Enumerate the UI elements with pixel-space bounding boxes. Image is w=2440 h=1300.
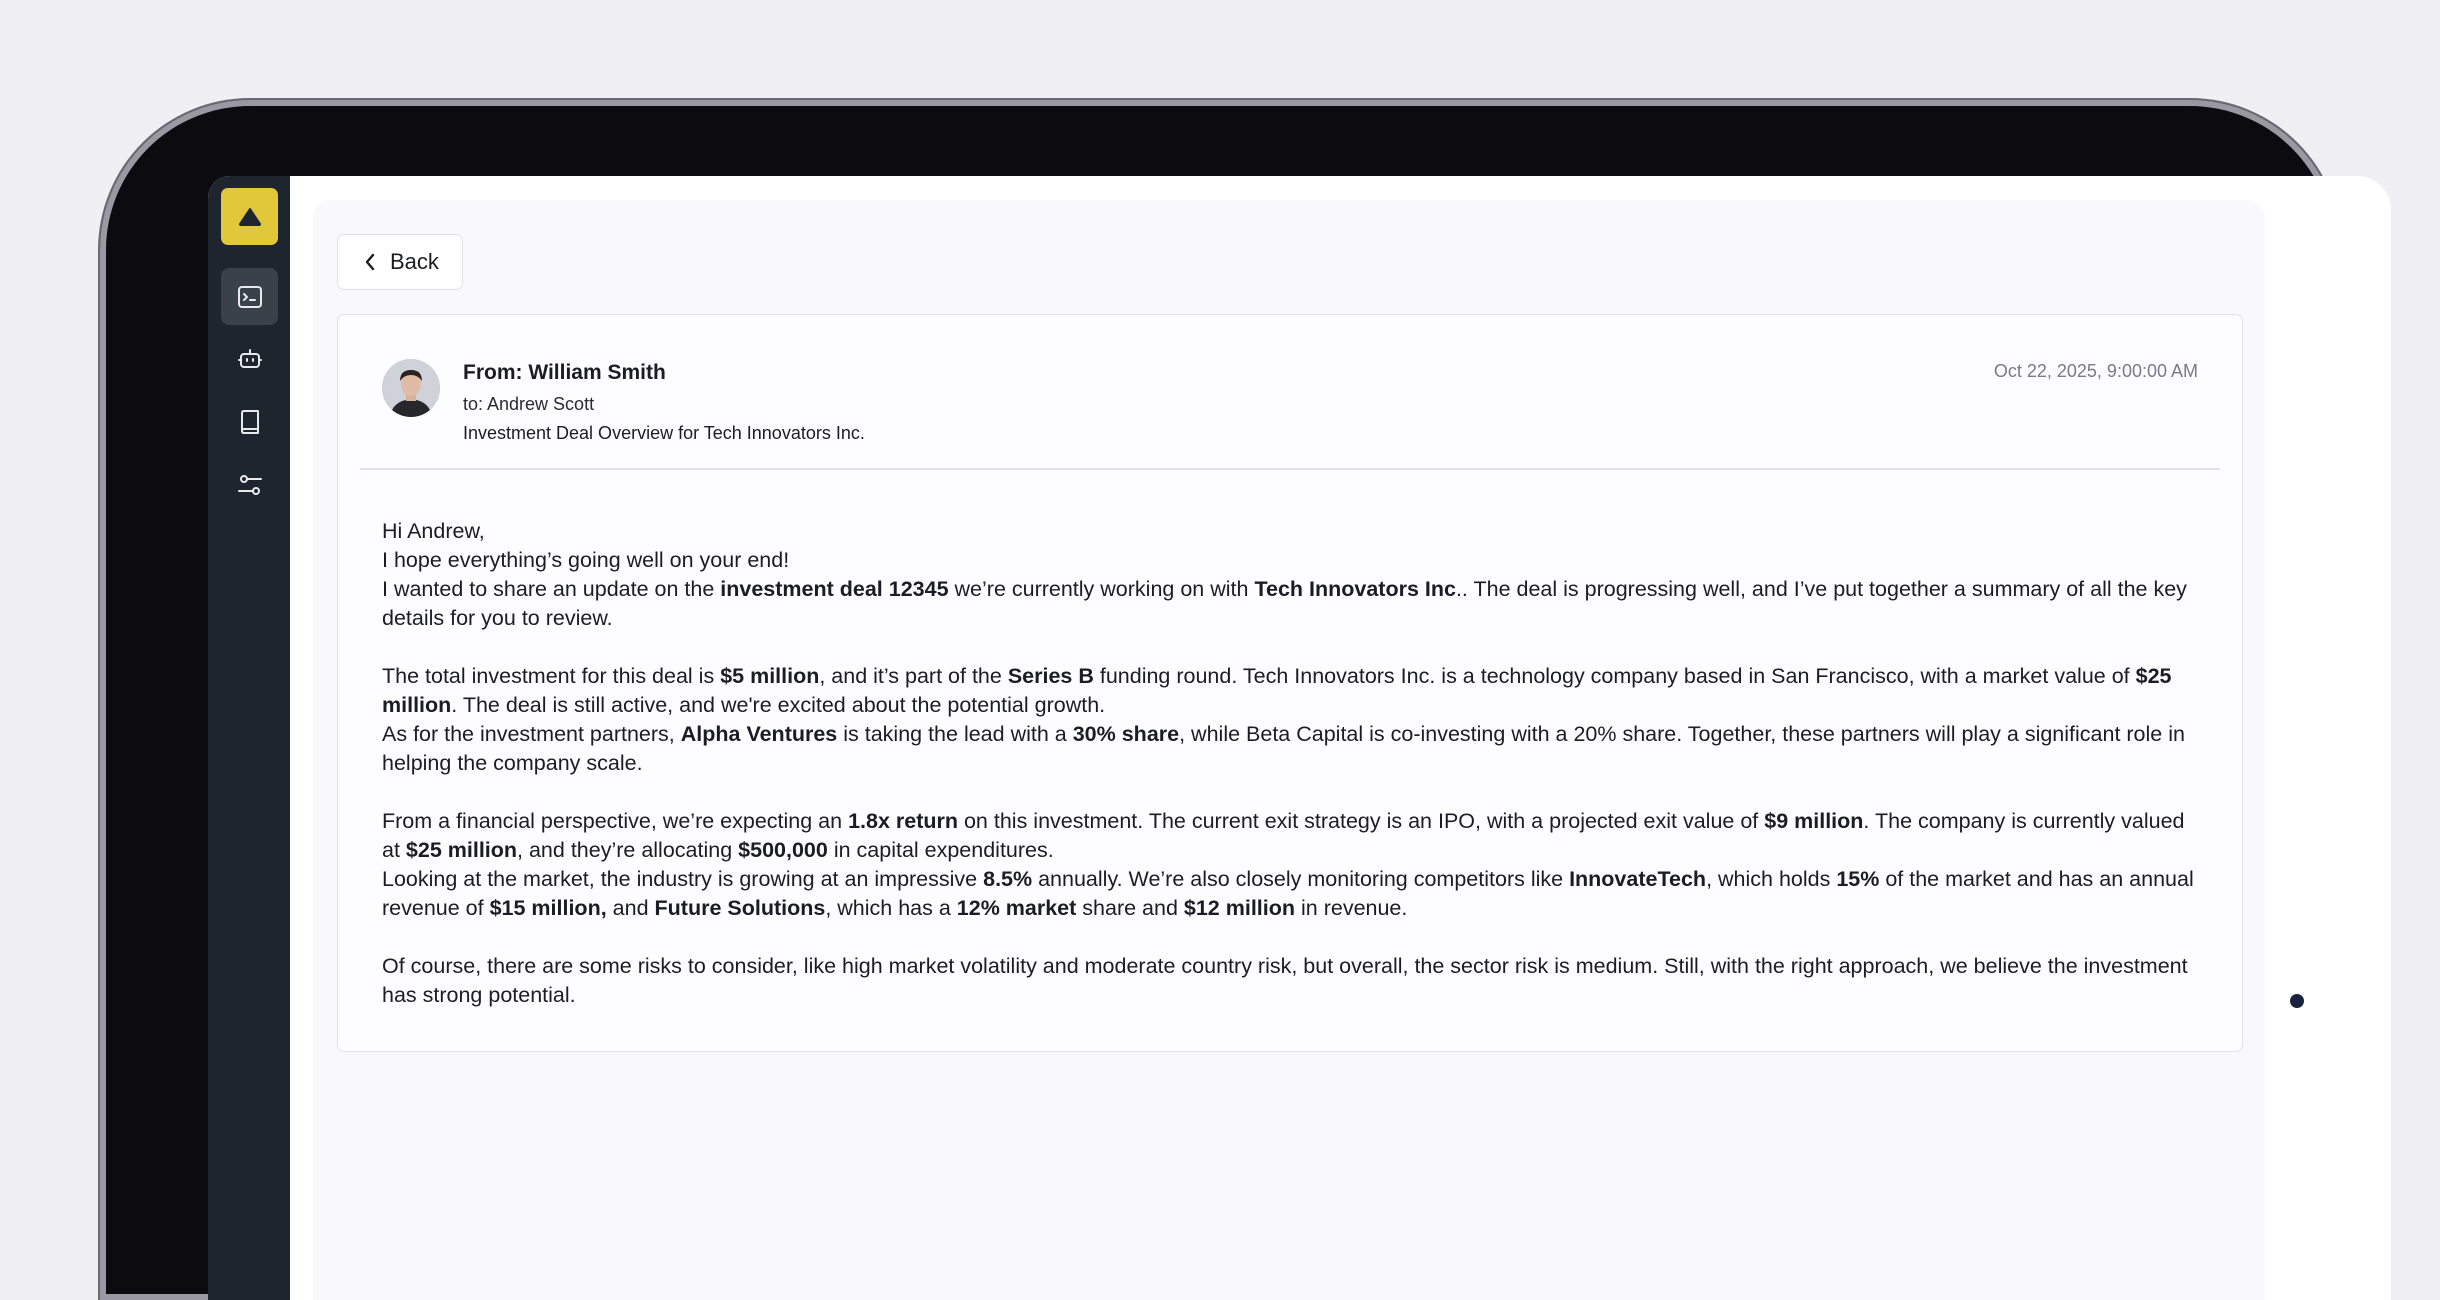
nav-bots[interactable]	[221, 330, 278, 387]
book-icon	[237, 409, 263, 435]
content-panel	[313, 200, 2265, 1300]
tablet-frame	[100, 100, 2340, 1300]
camera-dot	[2290, 994, 2304, 1008]
email-greeting: Hi Andrew,	[382, 519, 485, 543]
email-paragraph-1: I hope everything’s going well on your end!	[382, 548, 790, 572]
app-window	[208, 176, 2391, 1300]
email-recipient: to: Andrew Scott	[463, 394, 595, 414]
header-divider	[360, 468, 2220, 470]
email-paragraph-7: Of course, there are some risks to consider, like high market volatility and moderate country risk, but overall, the sector risk is medium. Still, with the right approach, we believe the investment has strong potential.	[382, 954, 2188, 1007]
logo-icon	[238, 207, 262, 227]
app-logo[interactable]	[221, 188, 278, 245]
chevron-left-icon	[364, 253, 376, 271]
back-button[interactable]	[337, 234, 463, 290]
robot-icon	[237, 346, 263, 372]
email-paragraph-5: From a financial perspective, we’re expecting an 1.8x return on this investment. The current exit strategy is an IPO, with a projected exit value of $9 million. The company is currently valued at $25 million, and they’re allocating $500,000 in capital expenditures.	[382, 809, 2185, 862]
email-paragraph-6: Looking at the market, the industry is growing at an impressive 8.5% annually. We’re also closely monitoring competitors like InnovateTech, which holds 15% of the market and has an annual revenue of $15 million, and Future Solutions, which has a 12% market share and $12 million in revenue.	[382, 867, 2194, 920]
sidebar	[208, 176, 290, 1300]
email-paragraph-3: The total investment for this deal is $5 million, and it’s part of the Series B funding round. Tech Innovators Inc. is a technology company based in San Francisco, with a market value of $25 million. The deal is still active, and we're excited about the potential growth.	[382, 664, 2172, 717]
email-body	[382, 517, 2202, 1010]
back-button-label: Back	[390, 249, 439, 274]
nav-settings[interactable]	[221, 456, 278, 513]
email-card	[337, 314, 2243, 1052]
sender-avatar	[382, 359, 440, 417]
email-timestamp: Oct 22, 2025, 9:00:00 AM	[1993, 361, 2198, 381]
nav-terminal[interactable]	[221, 268, 278, 325]
sliders-icon	[237, 472, 263, 498]
terminal-icon	[237, 284, 263, 310]
email-paragraph-4: As for the investment partners, Alpha Ventures is taking the lead with a 30% share, while Beta Capital is co-investing with a 20% share. Together, these partners will play a significant role in helping the company scale.	[382, 722, 2185, 775]
email-subject: Investment Deal Overview for Tech Innovators Inc.	[463, 423, 865, 443]
nav-docs[interactable]	[221, 393, 278, 450]
email-paragraph-2: I wanted to share an update on the investment deal 12345 we’re currently working on with Tech Innovators Inc.. The deal is progressing well, and I’ve put together a summary of all the key details for you to review.	[382, 577, 2187, 630]
email-sender: From: William Smith	[463, 361, 666, 384]
